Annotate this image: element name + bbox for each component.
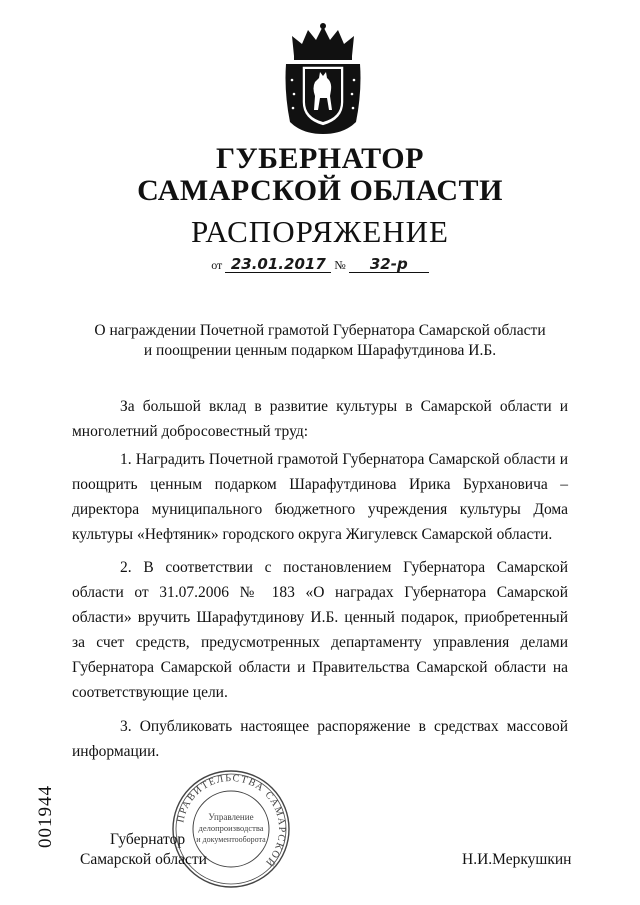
intro-paragraph: За большой вклад в развитие культуры в Самарской области и многолетний добросовестный труд: (72, 398, 568, 440)
subject-line2: и поощрении ценным подарком Шарафутдинова И.Б. (143, 342, 497, 359)
document-date: 23.01.2017 (225, 256, 331, 273)
authority-title-line2: САМАРСКОЙ ОБЛАСТИ (137, 174, 503, 207)
signer-position-line2: Самарской области (80, 851, 207, 868)
number-prefix: № (334, 258, 346, 272)
stamp-inner-line2: делопроизводства (198, 823, 264, 833)
document-type: РАСПОРЯЖЕНИЕ (191, 214, 449, 249)
date-number-line (0, 256, 640, 273)
item-1-paragraph: 1. Наградить Почетной грамотой Губернатора Самарской области и поощрить ценным подарком Шарафутдинова Ирика Бурхановича – директора муниципального бюджетного учреждения культуры Дома культуры «Нефтяник» городского округа Жигулевск Самарской области. (72, 451, 568, 543)
side-registration-number: 001944 (35, 785, 56, 848)
coat-of-arms-emblem (282, 22, 364, 136)
signer-position-line1: Губернатор (110, 831, 186, 848)
stamp-ring-textpath: ПРАВИТЕЛЬСТВА САМАРСКОЙ (175, 772, 288, 869)
stamp-inner-line1: Управление (208, 812, 254, 822)
subject-line1: О награждении Почетной грамотой Губернатора Самарской области (94, 322, 546, 339)
document-number: 32-р (349, 256, 429, 273)
stamp-inner-line3: и документооборота (196, 835, 266, 844)
authority-title-line1: ГУБЕРНАТОР (216, 142, 424, 175)
item-3-paragraph: 3. Опубликовать настоящее распоряжение в средствах массовой информации. (72, 718, 568, 760)
official-stamp (168, 768, 294, 890)
signer-name: Н.И.Меркушкин (462, 851, 572, 868)
date-prefix: от (211, 258, 223, 272)
item-2-paragraph: 2. В соответствии с постановлением Губернатора Самарской области от 31.07.2006 № 183 «О наградах Губернатора Самарской области» вручить Шарафутдинову И.Б. ценный подарок, приобретенный за счет средств, предусмотренных департаменту управления делами Губернатора Самарской области и Правительства Самарской области на соответствующие цели. (72, 559, 568, 701)
